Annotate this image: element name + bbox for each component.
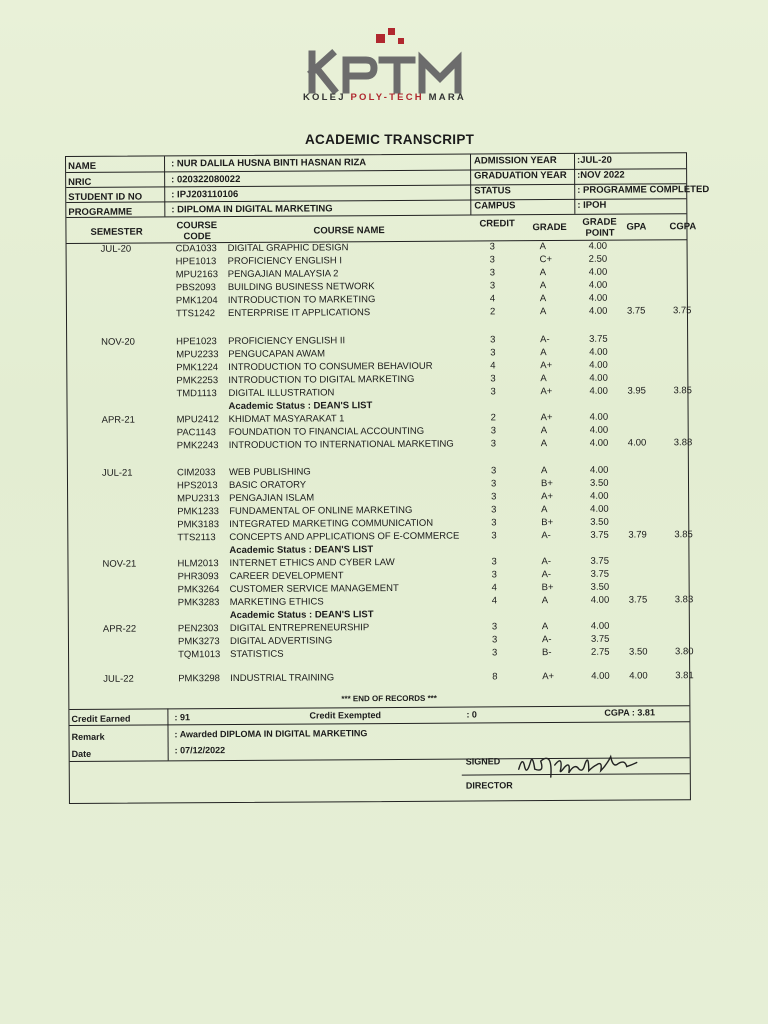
divider xyxy=(470,155,471,215)
grade-cell: A- xyxy=(541,556,552,568)
signed-label: SIGNED xyxy=(465,756,501,767)
date-label: Date xyxy=(71,748,92,759)
grade-point-cell: 4.00 xyxy=(590,620,610,632)
grade-cell: A xyxy=(539,241,546,253)
credit-cell: 3 xyxy=(492,647,498,659)
table-row xyxy=(69,581,689,596)
cgpa-cell: 3.80 xyxy=(675,646,694,658)
credit-cell: 3 xyxy=(491,504,497,516)
grade-point-cell: 4.00 xyxy=(588,279,608,291)
document-title: ACADEMIC TRANSCRIPT xyxy=(305,132,475,147)
student-name: : NUR DALILA HUSNA BINTI HASNAN RIZA xyxy=(171,157,367,170)
grade-point-cell: 4.00 xyxy=(589,464,609,476)
remark-label: Remark xyxy=(71,731,105,742)
course-code-cell: PBS2093 xyxy=(175,282,216,294)
col-grade-point: GRADE xyxy=(582,216,617,228)
student-id-label: STUDENT ID NO xyxy=(68,191,143,203)
divider xyxy=(69,721,689,726)
table-row xyxy=(68,437,693,452)
course-name-cell: BASIC ORATORY xyxy=(228,479,307,492)
grade-cell: A xyxy=(540,347,547,359)
table-row xyxy=(69,670,694,685)
course-name-cell: STATISTICS xyxy=(230,648,284,661)
cgpa-cell: 3.81 xyxy=(675,670,694,682)
gpa-cell: 3.50 xyxy=(629,646,648,658)
course-code-cell: CDA1033 xyxy=(175,243,217,255)
col-grade: GRADE xyxy=(532,221,567,234)
grade-point-cell: 4.00 xyxy=(588,292,608,304)
course-code-cell: HPE1013 xyxy=(175,256,217,268)
table-row xyxy=(67,266,687,281)
credit-cell: 3 xyxy=(491,491,497,503)
institution-name: KOLEJ POLY-TECH MARA xyxy=(303,92,466,103)
status-value: : PROGRAMME COMPLETED xyxy=(577,184,710,196)
name-label: NAME xyxy=(68,160,97,172)
gpa-cell: 3.95 xyxy=(627,385,646,397)
credit-cell: 3 xyxy=(490,334,496,346)
grade-point-cell: 3.75 xyxy=(590,555,610,567)
semester-cell: NOV-20 xyxy=(101,336,135,348)
graduation-label: GRADUATION YEAR xyxy=(474,169,567,182)
table-row xyxy=(68,464,688,479)
director-label: DIRECTOR xyxy=(465,780,513,791)
grade-point-cell: 4.00 xyxy=(590,594,610,606)
grade-cell: A+ xyxy=(541,491,554,503)
col-credit: CREDIT xyxy=(479,218,515,230)
course-code-cell: HPS2013 xyxy=(176,480,218,492)
course-code-cell: PMK3283 xyxy=(177,597,220,609)
course-name-cell: Academic Status : DEAN'S LIST xyxy=(229,544,374,557)
credit-cell: 4 xyxy=(491,595,498,607)
grade-point-cell: 4.00 xyxy=(590,503,609,515)
grade-cell: A xyxy=(539,306,547,318)
credit-cell: 3 xyxy=(489,241,495,253)
student-id-value: : IPJ203110106 xyxy=(171,188,239,201)
grade-cell: A xyxy=(541,595,549,607)
course-code-cell: MPU2313 xyxy=(177,493,220,505)
course-code-cell: PMK3273 xyxy=(177,636,220,648)
course-name-cell: INTRODUCTION TO MARKETING xyxy=(227,294,376,307)
credit-exempted-value: : 0 xyxy=(466,709,477,720)
grade-cell: B+ xyxy=(541,517,554,529)
col-semester: SEMESTER xyxy=(90,226,143,238)
credit-cell: 3 xyxy=(490,347,496,359)
grade-point-cell: 4.00 xyxy=(589,346,608,358)
course-code-cell: PAC1143 xyxy=(176,427,216,439)
end-of-records: *** END OF RECORDS *** xyxy=(341,693,437,704)
status-label: STATUS xyxy=(474,185,511,197)
grade-cell: A+ xyxy=(540,360,553,372)
course-name-cell: PENGAJIAN ISLAM xyxy=(229,492,315,505)
table-row xyxy=(69,620,689,635)
course-name-cell: Academic Status : DEAN'S LIST xyxy=(228,400,373,413)
course-code-cell: MPU2412 xyxy=(176,414,219,426)
table-row xyxy=(67,372,687,387)
course-name-cell: MARKETING ETHICS xyxy=(229,596,324,609)
course-name-cell: PROFICIENCY ENGLISH I xyxy=(227,255,343,268)
table-row xyxy=(68,490,688,505)
credit-cell: 3 xyxy=(490,478,497,490)
course-name-cell: BUILDING BUSINESS NETWORK xyxy=(227,281,375,294)
grade-point-cell: 3.75 xyxy=(589,333,608,345)
grade-cell: B+ xyxy=(541,582,554,594)
course-code-cell: TTS1242 xyxy=(175,308,216,320)
course-name-cell: CUSTOMER SERVICE MANAGEMENT xyxy=(229,582,399,596)
table-row xyxy=(67,359,687,374)
credit-cell: 3 xyxy=(491,517,497,529)
course-name-cell: DIGITAL ENTREPRENEURSHIP xyxy=(229,622,370,635)
transcript-table xyxy=(65,152,710,804)
grade-point-cell: 4.00 xyxy=(588,266,608,278)
table-row xyxy=(68,516,688,531)
course-name-cell: KHIDMAT MASYARAKAT 1 xyxy=(228,413,345,426)
table-row xyxy=(68,503,688,518)
credit-cell: 3 xyxy=(490,465,497,477)
course-name-cell: INDUSTRIAL TRAINING xyxy=(230,672,335,685)
course-name-cell: ENTERPRISE IT APPLICATIONS xyxy=(227,307,371,320)
gpa-cell: 3.79 xyxy=(628,529,647,541)
table-row xyxy=(67,279,687,294)
grade-cell: A+ xyxy=(540,412,553,424)
table-row xyxy=(68,424,688,439)
course-name-cell: PENGUCAPAN AWAM xyxy=(228,348,326,361)
course-name-cell: INTEGRATED MARKETING COMMUNICATION xyxy=(229,517,434,531)
credit-cell: 3 xyxy=(489,267,496,279)
course-code-cell: PMK3264 xyxy=(177,584,220,596)
course-code-cell: MPU2163 xyxy=(175,269,219,281)
course-code-cell: TTS2113 xyxy=(177,532,216,544)
credit-cell: 3 xyxy=(491,530,497,542)
credit-cell: 2 xyxy=(490,412,496,424)
semester-cell: NOV-21 xyxy=(102,558,137,570)
table-row xyxy=(67,292,687,307)
course-code-cell: PMK2253 xyxy=(176,375,219,387)
course-code-cell: PMK1233 xyxy=(177,506,219,518)
gpa-cell: 4.00 xyxy=(629,670,648,682)
table-row xyxy=(68,411,688,426)
admission-value: :JUL-20 xyxy=(577,154,612,166)
grade-point-cell: 3.50 xyxy=(590,581,610,593)
grade-point-cell: 3.75 xyxy=(590,529,609,541)
grade-point-cell: 4.00 xyxy=(591,670,610,682)
grade-point-cell: 4.00 xyxy=(589,359,608,371)
programme-label: PROGRAMME xyxy=(68,206,133,218)
grade-cell: A xyxy=(539,267,547,279)
course-code-cell: PMK2243 xyxy=(176,440,219,452)
table-row xyxy=(67,346,687,361)
grade-point-cell: 3.50 xyxy=(590,516,609,528)
credit-cell: 3 xyxy=(491,556,497,568)
col-cgpa: CGPA xyxy=(669,221,697,233)
grade-point-cell: 3.50 xyxy=(589,477,609,489)
remark-value: : Awarded DIPLOMA IN DIGITAL MARKETING xyxy=(174,728,368,740)
divider xyxy=(167,708,168,760)
course-code-cell: HPE1023 xyxy=(176,336,217,348)
credit-earned-value: : 91 xyxy=(174,712,190,723)
course-name-cell: PROFICIENCY ENGLISH II xyxy=(228,335,346,348)
grade-cell: A- xyxy=(541,634,552,646)
grade-point-cell: 4.00 xyxy=(589,372,608,384)
course-name-cell: DIGITAL GRAPHIC DESIGN xyxy=(227,242,349,255)
nric-label: NRIC xyxy=(68,176,92,188)
grade-point-cell: 4.00 xyxy=(589,424,609,436)
course-name-cell: INTRODUCTION TO DIGITAL MARKETING xyxy=(228,373,415,387)
semester-cell: JUL-21 xyxy=(101,467,133,479)
grade-point-cell: 2.75 xyxy=(591,646,610,658)
course-name-cell: PENGAJIAN MALAYSIA 2 xyxy=(227,268,339,281)
table-row xyxy=(67,305,692,320)
credit-cell: 3 xyxy=(490,425,497,437)
date-value: : 07/12/2022 xyxy=(174,745,226,756)
col-grade-point: POINT xyxy=(585,227,615,239)
grade-point-cell: 3.75 xyxy=(590,568,610,580)
table-row xyxy=(67,253,687,268)
gpa-cell: 3.75 xyxy=(628,594,648,606)
grade-cell: A xyxy=(541,504,548,516)
grade-cell: A xyxy=(540,465,548,477)
grade-point-cell: 4.00 xyxy=(589,411,609,423)
grade-cell: A+ xyxy=(542,671,555,683)
semester-cell: APR-21 xyxy=(101,414,135,426)
grade-point-cell: 4.00 xyxy=(589,385,608,397)
grade-cell: A xyxy=(540,425,548,437)
credit-cell: 3 xyxy=(489,254,495,266)
semester-cell: APR-22 xyxy=(102,623,137,635)
credit-cell: 3 xyxy=(490,438,497,450)
course-name-cell: DIGITAL ADVERTISING xyxy=(229,635,333,648)
grade-cell: B+ xyxy=(540,478,553,490)
table-row xyxy=(69,568,689,583)
course-name-cell: INTRODUCTION TO CONSUMER BEHAVIOUR xyxy=(228,360,433,374)
credit-exempted-label: Credit Exempted xyxy=(309,710,381,721)
col-gpa: GPA xyxy=(626,221,647,233)
course-name-cell: INTERNET ETHICS AND CYBER LAW xyxy=(229,556,395,570)
cgpa-cell: 3.88 xyxy=(673,437,693,449)
col-course-code: CODE xyxy=(183,231,211,243)
table-row xyxy=(68,477,688,492)
course-code-cell: PMK3298 xyxy=(178,673,220,685)
cgpa-cell: 3.85 xyxy=(674,529,693,541)
credit-cell: 3 xyxy=(491,634,498,646)
grade-point-cell: 2.50 xyxy=(588,253,608,265)
credit-cell: 3 xyxy=(489,280,496,292)
campus-value: : IPOH xyxy=(577,199,607,211)
course-code-cell: PHR3093 xyxy=(177,571,219,583)
divider xyxy=(574,154,575,214)
course-name-cell: FUNDAMENTAL OF ONLINE MARKETING xyxy=(229,504,413,518)
grade-cell: A xyxy=(540,373,547,385)
credit-earned-label: Credit Earned xyxy=(71,713,131,724)
course-name-cell: Academic Status : DEAN'S LIST xyxy=(229,609,374,622)
admission-label: ADMISSION YEAR xyxy=(474,154,557,167)
col-course-code: COURSE xyxy=(176,220,218,232)
course-name-cell: CONCEPTS AND APPLICATIONS OF E-COMMERCE xyxy=(229,530,460,544)
programme-value: : DIPLOMA IN DIGITAL MARKETING xyxy=(171,203,333,216)
table-row xyxy=(67,333,687,348)
academic-status-row xyxy=(68,542,688,557)
campus-label: CAMPUS xyxy=(474,200,516,212)
grade-cell: A xyxy=(539,280,547,292)
grade-point-cell: 4.00 xyxy=(588,305,608,317)
nric-value: : 020322080022 xyxy=(171,173,241,186)
course-code-cell: PMK3183 xyxy=(177,519,220,531)
grade-cell: A xyxy=(539,293,547,305)
credit-cell: 4 xyxy=(490,360,496,372)
gpa-cell: 3.75 xyxy=(626,305,646,317)
grade-cell: A- xyxy=(541,530,551,542)
credit-cell: 3 xyxy=(491,621,498,633)
col-course-name: COURSE NAME xyxy=(313,225,385,237)
course-name-cell: WEB PUBLISHING xyxy=(228,466,311,479)
table-row xyxy=(67,385,692,400)
course-code-cell: PEN2303 xyxy=(177,623,219,635)
table-row xyxy=(68,555,688,570)
divider xyxy=(164,156,165,216)
table-row xyxy=(69,646,694,661)
semester-cell: JUL-20 xyxy=(100,243,132,255)
table-row xyxy=(69,594,694,609)
course-code-cell: CIM2033 xyxy=(176,467,216,479)
table-row xyxy=(69,633,689,648)
course-code-cell: TQM1013 xyxy=(178,649,221,661)
grade-cell: A- xyxy=(541,569,552,581)
credit-cell: 3 xyxy=(490,386,496,398)
grade-point-cell: 4.00 xyxy=(589,437,609,449)
director-signature xyxy=(515,746,645,783)
course-code-cell: HLM2013 xyxy=(177,558,219,570)
cgpa-cell: 3.85 xyxy=(673,385,692,397)
cgpa-cell: 3.83 xyxy=(674,594,694,606)
overall-cgpa: CGPA : 3.81 xyxy=(604,707,655,718)
credit-cell: 2 xyxy=(489,306,496,318)
course-name-cell: DIGITAL ILLUSTRATION xyxy=(228,387,335,400)
cgpa-cell: 3.75 xyxy=(672,305,692,317)
credit-cell: 4 xyxy=(489,293,496,305)
credit-cell: 8 xyxy=(492,671,498,683)
academic-status-row xyxy=(69,607,689,622)
gpa-cell: 4.00 xyxy=(627,437,647,449)
course-code-cell: PMK1224 xyxy=(176,362,219,374)
grade-cell: A xyxy=(540,438,548,450)
credit-cell: 3 xyxy=(490,373,496,385)
grade-cell: C+ xyxy=(539,254,553,266)
semester-cell: JUL-22 xyxy=(103,673,134,685)
credit-cell: 3 xyxy=(491,569,497,581)
course-code-cell: MPU2233 xyxy=(176,349,219,361)
course-name-cell: FOUNDATION TO FINANCIAL ACCOUNTING xyxy=(228,425,425,439)
grade-point-cell: 4.00 xyxy=(588,240,608,252)
graduation-value: :NOV 2022 xyxy=(577,169,625,181)
grade-cell: A+ xyxy=(540,386,553,398)
course-code-cell: TMD1113 xyxy=(176,388,217,400)
grade-point-cell: 4.00 xyxy=(590,490,609,502)
course-name-cell: INTRODUCTION TO INTERNATIONAL MARKETING xyxy=(228,438,454,452)
grade-cell: A- xyxy=(540,334,550,346)
academic-status-row xyxy=(68,398,688,413)
grade-cell: B- xyxy=(542,647,552,659)
grade-point-cell: 3.75 xyxy=(590,633,610,645)
course-code-cell: PMK1204 xyxy=(175,295,218,307)
course-name-cell: CAREER DEVELOPMENT xyxy=(229,570,344,583)
credit-cell: 4 xyxy=(491,582,497,594)
table-row xyxy=(68,529,693,544)
grade-cell: A xyxy=(541,621,549,633)
